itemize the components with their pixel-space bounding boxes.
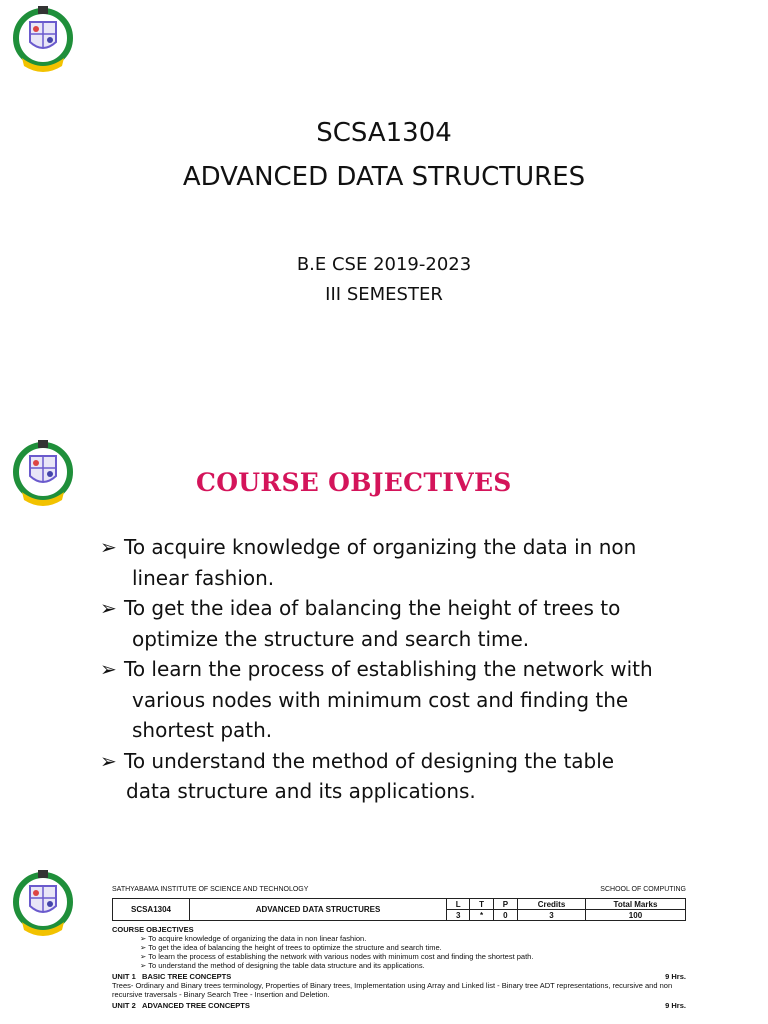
list-item: ➢ To get the idea of balancing the height of trees to optimize the structure and search time.: [100, 593, 700, 654]
list-item: ➢ To acquire knowledge of organizing the data in non linear fashion.: [100, 532, 700, 593]
course-table: SCSA1304 ADVANCED DATA STRUCTURES L T P Credits Total Marks 3 * 0 3 100: [112, 898, 686, 921]
table-code: SCSA1304: [113, 899, 190, 921]
syllabus-body: COURSE OBJECTIVES ➢ To acquire knowledge of organizing the data in non linear fashion. ➢ To get the idea of balancing the height of trees to optimize the structure and search time. ➢ To learn the process of establishing the network with various nodes with minimum cost and finding the shortest path. ➢ To understand the method of designing the table data structure and its applications. UNIT 1 BASIC TREE CONCEPTS 9 Hrs. Trees- Ordinary and Binary trees terminology, Properties of Binary trees, Implementation using Array and Linked list - Binary tree ADT representations, recursive and non recursive traversals - Binary Search Tree - Insertion and Deletion. UNIT 2 ADVANCED TREE CONCEPTS 9 Hrs.: [112, 925, 686, 1010]
list-item: ➢ To learn the process of establishing the network with various nodes with minimum cost and finding the shortest path.: [100, 654, 700, 746]
syllabus-scan: [112, 884, 686, 1010]
objectives-slide: [0, 420, 768, 850]
semester-label: III SEMESTER: [325, 284, 443, 305]
arrow-bullet-icon: ➢: [100, 596, 117, 620]
university-logo-icon: [12, 4, 74, 76]
arrow-bullet-icon: ➢: [100, 657, 117, 681]
arrow-bullet-icon: ➢: [100, 535, 117, 559]
course-title: ADVANCED DATA STRUCTURES: [182, 162, 586, 192]
objectives-heading: COURSE OBJECTIVES: [196, 468, 512, 497]
school-name: SCHOOL OF COMPUTING: [600, 886, 686, 893]
syllabus-slide: [0, 850, 768, 1024]
institute-name: SATHYABAMA INSTITUTE OF SCIENCE AND TECHNOLOGY: [112, 886, 309, 893]
table-title: ADVANCED DATA STRUCTURES: [190, 899, 447, 921]
course-code: SCSA1304: [316, 118, 452, 148]
arrow-bullet-icon: ➢: [100, 748, 117, 773]
university-logo-icon: [12, 438, 74, 510]
title-slide: [0, 0, 768, 420]
university-logo-icon: [12, 868, 74, 940]
program-label: B.E CSE 2019-2023: [296, 254, 472, 275]
list-item: ➢ To understand the method of designing the table data structure and its applications.: [100, 746, 700, 807]
objectives-list: [100, 532, 700, 807]
